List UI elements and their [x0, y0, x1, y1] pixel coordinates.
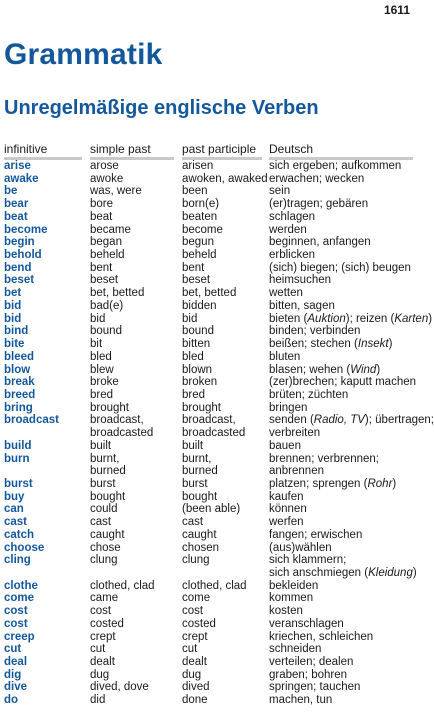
infinitive-cell: catch	[4, 528, 35, 541]
table-row	[0, 325, 417, 338]
past-participle-cell: beheld	[182, 249, 217, 262]
simple-past-cell: burst	[90, 477, 116, 490]
deutsch-cell: sich ergeben; aufkommen	[269, 160, 402, 172]
table-row	[0, 694, 417, 707]
table-row	[0, 402, 417, 415]
infinitive-cell: arise	[4, 160, 31, 172]
infinitive-cell: bleed	[4, 350, 35, 363]
past-participle-cell: beaten	[182, 210, 218, 223]
simple-past-cell: clothed, clad	[90, 579, 155, 592]
past-participle-cell: become	[182, 223, 223, 236]
table-row	[0, 364, 417, 377]
deutsch-cell: erwachen; wecken	[269, 172, 365, 185]
simple-past-cell: awoke	[90, 172, 124, 185]
past-participle-cell: bled	[182, 350, 204, 363]
infinitive-cell: build	[4, 439, 32, 452]
deutsch-cell: kaufen	[269, 490, 304, 503]
infinitive-cell: do	[4, 694, 19, 707]
deutsch-cell: kosten	[269, 605, 303, 618]
deutsch-cell: senden (Radio, TV); übertragen;	[269, 414, 434, 427]
simple-past-cell: costed	[90, 617, 124, 630]
table-row	[0, 580, 417, 593]
simple-past-cell: bought	[90, 490, 126, 503]
deutsch-cell: bekleiden	[269, 579, 319, 592]
infinitive-cell: become	[4, 223, 48, 236]
simple-past-cell: bent	[90, 261, 113, 274]
table-row	[0, 262, 417, 275]
deutsch-cell: (zer)brechen; kaputt machen	[269, 376, 417, 389]
deutsch-cell: (er)tragen; gebären	[269, 198, 369, 211]
deutsch-cell: werden	[269, 223, 307, 236]
deutsch-cell: binden; verbinden	[269, 325, 361, 338]
past-participle-cell: broadcasted	[182, 427, 246, 440]
infinitive-cell: cling	[4, 554, 31, 567]
infinitive-cell: begin	[4, 236, 35, 249]
past-participle-cell: blown	[182, 363, 213, 376]
table-row	[0, 567, 417, 580]
simple-past-cell: built	[90, 439, 112, 452]
column-header-simple-past: simple past	[90, 142, 174, 160]
past-participle-cell: dealt	[182, 656, 207, 669]
infinitive-cell: bend	[4, 261, 32, 274]
table-row	[0, 529, 417, 542]
infinitive-cell: cut	[4, 643, 22, 656]
past-participle-cell: clothed, clad	[182, 579, 247, 592]
past-participle-cell: burnt,	[182, 452, 212, 465]
deutsch-cell: machen, tun	[269, 694, 333, 707]
infinitive-cell: creep	[4, 630, 35, 643]
past-participle-cell: bid	[182, 312, 198, 325]
infinitive-cell: dive	[4, 681, 28, 694]
simple-past-cell: cost	[90, 605, 112, 618]
deutsch-cell: kriechen, schleichen	[269, 630, 374, 643]
table-row	[0, 351, 417, 364]
past-participle-cell: caught	[182, 528, 217, 541]
past-participle-cell: beset	[182, 274, 211, 287]
simple-past-cell: bred	[90, 388, 114, 401]
past-participle-cell: bidden	[182, 299, 217, 312]
table-row	[0, 516, 417, 529]
table-row	[0, 542, 417, 555]
deutsch-cell: (sich) biegen; (sich) beugen	[269, 261, 411, 274]
infinitive-cell: can	[4, 503, 24, 516]
infinitive-cell: cast	[4, 516, 28, 529]
simple-past-cell: caught	[90, 528, 125, 541]
deutsch-cell: bieten (Auktion); reizen (Karten)	[269, 312, 433, 325]
simple-past-cell: clung	[90, 554, 118, 567]
simple-past-cell: cut	[90, 643, 106, 656]
deutsch-cell: sein	[269, 185, 291, 198]
simple-past-cell: beheld	[90, 249, 125, 262]
simple-past-cell: bet, betted	[90, 287, 145, 300]
infinitive-cell: bid	[4, 299, 22, 312]
table-row	[0, 338, 417, 351]
table-row	[0, 224, 417, 237]
table-row	[0, 465, 417, 478]
verb-table	[0, 160, 434, 707]
deutsch-cell: schlagen	[269, 210, 316, 223]
past-participle-cell: crept	[182, 630, 208, 643]
past-participle-cell: burst	[182, 477, 208, 490]
deutsch-cell: wetten	[269, 287, 303, 300]
table-row	[0, 643, 417, 656]
past-participle-cell: been	[182, 185, 208, 198]
infinitive-cell: bring	[4, 401, 33, 414]
table-row	[0, 211, 417, 224]
deutsch-cell: bringen	[269, 401, 308, 414]
infinitive-cell: cost	[4, 617, 28, 630]
table-row	[0, 554, 417, 567]
deutsch-cell: sich anschmiegen (Kleidung)	[269, 567, 417, 579]
infinitive-cell: cost	[4, 605, 28, 618]
simple-past-cell: crept	[90, 630, 116, 643]
infinitive-cell: bid	[4, 312, 22, 325]
past-participle-cell: bound	[182, 325, 214, 338]
table-row	[0, 173, 417, 186]
deutsch-cell: beginnen, anfangen	[269, 236, 371, 249]
table-row	[0, 312, 433, 326]
simple-past-cell: became	[90, 223, 131, 236]
column-header-infinitive: infinitive	[4, 142, 82, 160]
deutsch-cell: graben; bohren	[269, 668, 348, 681]
simple-past-cell: arose	[90, 160, 119, 172]
infinitive-cell: break	[4, 376, 35, 389]
simple-past-cell: bad(e)	[90, 299, 124, 312]
table-row	[0, 249, 417, 262]
deutsch-cell: beißen; stechen (Insekt)	[269, 338, 393, 351]
past-participle-cell: burned	[182, 465, 218, 478]
deutsch-cell: bitten, sagen	[269, 299, 335, 312]
infinitive-cell: clothe	[4, 579, 38, 592]
infinitive-cell: deal	[4, 656, 28, 669]
simple-past-cell: burnt,	[90, 452, 120, 465]
simple-past-cell: dealt	[90, 656, 115, 669]
table-row	[0, 414, 434, 427]
simple-past-cell: broke	[90, 376, 119, 389]
deutsch-cell: verteilen; dealen	[269, 656, 354, 669]
infinitive-cell: behold	[4, 249, 42, 262]
simple-past-cell: chose	[90, 541, 121, 554]
simple-past-cell: did	[90, 694, 106, 707]
past-participle-cell: costed	[182, 617, 216, 630]
table-row	[0, 491, 417, 504]
deutsch-cell: heimsuchen	[269, 274, 332, 287]
infinitive-cell: awake	[4, 172, 39, 185]
deutsch-cell: (aus)wählen	[269, 541, 332, 554]
past-participle-cell: born(e)	[182, 198, 220, 211]
table-row	[0, 440, 417, 453]
past-participle-cell: cut	[182, 643, 198, 656]
deutsch-cell: veranschlagen	[269, 617, 344, 630]
past-participle-cell: broadcast,	[182, 414, 236, 427]
deutsch-cell: brennen; verbrennen;	[269, 452, 379, 465]
infinitive-cell: buy	[4, 490, 25, 503]
simple-past-cell: dived, dove	[90, 681, 149, 694]
table-row	[0, 376, 417, 389]
deutsch-cell: springen; tauchen	[269, 681, 361, 694]
column-header-past-participle: past participle	[182, 142, 262, 160]
past-participle-cell: arisen	[182, 160, 214, 172]
table-row	[0, 681, 417, 694]
table-row	[0, 185, 417, 198]
simple-past-cell: began	[90, 236, 122, 249]
simple-past-cell: broadcasted	[90, 427, 154, 440]
table-row	[0, 631, 417, 644]
simple-past-cell: beset	[90, 274, 119, 287]
table-row	[0, 198, 417, 211]
past-participle-cell: bitten	[182, 338, 211, 351]
deutsch-cell: bluten	[269, 350, 301, 363]
deutsch-cell: bauen	[269, 439, 301, 452]
infinitive-cell: burst	[4, 477, 33, 490]
table-row	[0, 389, 417, 402]
table-row	[0, 427, 417, 440]
table-row	[0, 478, 417, 491]
page-number: 1611	[383, 3, 410, 17]
simple-past-cell: bore	[90, 198, 114, 211]
infinitive-cell: breed	[4, 388, 36, 401]
table-row	[0, 592, 417, 605]
simple-past-cell: was, were	[90, 185, 142, 198]
table-row	[0, 669, 417, 682]
past-participle-cell: (been able)	[182, 503, 241, 516]
deutsch-cell: erblicken	[269, 249, 316, 262]
deutsch-cell: können	[269, 503, 307, 516]
simple-past-cell: bit	[90, 338, 103, 351]
table-row	[0, 300, 417, 313]
past-participle-cell: done	[182, 694, 208, 707]
section-subtitle: Unregelmäßige englische Verben	[4, 97, 319, 119]
infinitive-cell: dig	[4, 668, 22, 681]
past-participle-cell: bred	[182, 388, 206, 401]
past-participle-cell: clung	[182, 554, 210, 567]
infinitive-cell: choose	[4, 541, 45, 554]
simple-past-cell: bled	[90, 350, 112, 363]
simple-past-cell: burned	[90, 465, 126, 478]
page-title: Grammatik	[4, 38, 163, 71]
past-participle-cell: brought	[182, 401, 222, 414]
past-participle-cell: broken	[182, 376, 218, 389]
infinitive-cell: bear	[4, 198, 29, 211]
infinitive-cell: burn	[4, 452, 30, 465]
simple-past-cell: beat	[90, 210, 113, 223]
table-row	[0, 605, 417, 618]
past-participle-cell: bent	[182, 261, 205, 274]
past-participle-cell: bet, betted	[182, 287, 237, 300]
deutsch-cell: anbrennen	[269, 465, 324, 478]
past-participle-cell: begun	[182, 236, 214, 249]
past-participle-cell: dived	[182, 681, 210, 694]
table-row	[0, 503, 417, 516]
past-participle-cell: dug	[182, 668, 202, 681]
past-participle-cell: cost	[182, 605, 204, 618]
simple-past-cell: dug	[90, 668, 110, 681]
deutsch-cell: werfen	[269, 516, 304, 529]
past-participle-cell: come	[182, 592, 211, 605]
simple-past-cell: came	[90, 592, 119, 605]
table-row	[0, 453, 417, 466]
table-row	[0, 656, 417, 669]
infinitive-cell: bite	[4, 338, 25, 351]
deutsch-cell: platzen; sprengen (Rohr)	[269, 477, 397, 490]
deutsch-cell: brüten; züchten	[269, 388, 349, 401]
past-participle-cell: bought	[182, 490, 218, 503]
simple-past-cell: brought	[90, 401, 130, 414]
table-row	[0, 618, 417, 631]
infinitive-cell: beset	[4, 274, 35, 287]
simple-past-cell: broadcast,	[90, 414, 144, 427]
past-participle-cell: awoken, awaked	[182, 172, 268, 185]
simple-past-cell: bid	[90, 312, 106, 325]
past-participle-cell: chosen	[182, 541, 220, 554]
past-participle-cell: built	[182, 439, 204, 452]
column-header-deutsch: Deutsch	[269, 142, 413, 160]
deutsch-cell: blasen; wehen (Wind)	[269, 363, 381, 376]
infinitive-cell: bind	[4, 325, 29, 338]
table-row	[0, 236, 417, 249]
table-row	[0, 274, 417, 287]
infinitive-cell: blow	[4, 363, 31, 376]
simple-past-cell: blew	[90, 363, 114, 376]
deutsch-cell: kommen	[269, 592, 314, 605]
simple-past-cell: could	[90, 503, 118, 516]
infinitive-cell: beat	[4, 210, 28, 223]
deutsch-cell: verbreiten	[269, 427, 321, 440]
deutsch-cell: fangen; erwischen	[269, 528, 363, 541]
infinitive-cell: bet	[4, 287, 22, 300]
simple-past-cell: cast	[90, 516, 112, 529]
table-row	[0, 287, 417, 300]
infinitive-cell: come	[4, 592, 35, 605]
infinitive-cell: be	[4, 185, 18, 198]
simple-past-cell: bound	[90, 325, 122, 338]
infinitive-cell: broadcast	[4, 414, 59, 427]
past-participle-cell: cast	[182, 516, 204, 529]
table-row	[0, 160, 417, 173]
deutsch-cell: sich klammern;	[269, 554, 347, 567]
deutsch-cell: schneiden	[269, 643, 322, 656]
